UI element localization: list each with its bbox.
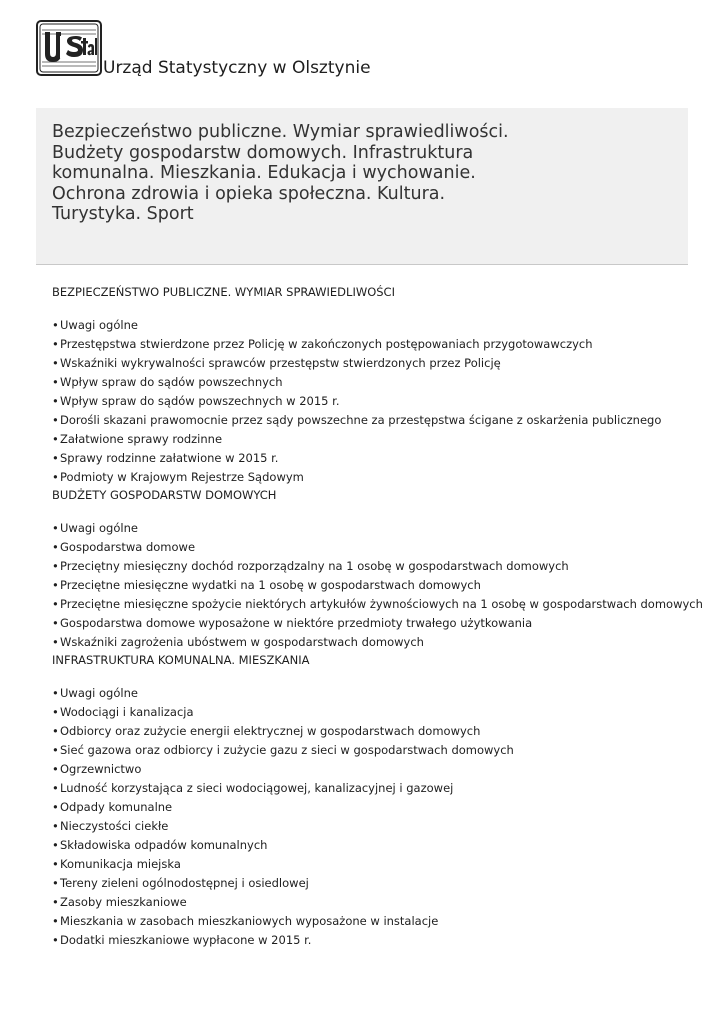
bullet-icon: • [52, 337, 59, 351]
list-item[interactable] [52, 760, 692, 779]
bullet-icon: • [52, 781, 59, 795]
list-item-label: Wskaźniki zagrożenia ubóstwem w gospodarstwach domowych [60, 635, 424, 649]
list-item[interactable] [52, 373, 692, 392]
section-spacer [52, 503, 692, 519]
content-area [52, 284, 703, 950]
bullet-icon: • [52, 375, 59, 389]
list-item[interactable] [52, 468, 692, 487]
section-list [52, 316, 692, 487]
list-item-label: Uwagi ogólne [60, 521, 138, 535]
section-heading: BUDŻETY GOSPODARSTW DOMOWYCH [52, 488, 277, 502]
bullet-icon: • [52, 914, 59, 928]
list-item[interactable] [52, 817, 692, 836]
list-item[interactable] [52, 519, 692, 538]
bullet-icon: • [52, 819, 59, 833]
list-item[interactable] [52, 703, 692, 722]
organization-name: Urząd Statystyczny w Olsztynie [103, 58, 371, 78]
bullet-icon: • [52, 559, 59, 573]
list-item-label: Komunikacja miejska [60, 857, 181, 871]
list-item-label: Tereny zieleni ogólnodostępnej i osiedlowej [60, 876, 309, 890]
list-item-label: Składowiska odpadów komunalnych [60, 838, 268, 852]
list-item[interactable] [52, 836, 692, 855]
list-item-label: Przeciętne miesięczne wydatki na 1 osobę w gospodarstwach domowych [60, 578, 481, 592]
bullet-icon: • [52, 838, 59, 852]
section-heading: BEZPIECZEŃSTWO PUBLICZNE. WYMIAR SPRAWIEDLIWOŚCI [52, 285, 395, 299]
bullet-icon: • [52, 356, 59, 370]
list-item-label: Zasoby mieszkaniowe [60, 895, 187, 909]
list-item[interactable] [52, 430, 692, 449]
list-item-label: Ludność korzystająca z sieci wodociągowej, kanalizacyjnej i gazowej [60, 781, 454, 795]
list-item[interactable] [52, 411, 692, 430]
bullet-icon: • [52, 470, 59, 484]
ustat-logo [36, 20, 102, 76]
title-panel [36, 108, 688, 265]
list-item[interactable] [52, 912, 692, 931]
list-item-label: Sieć gazowa oraz odbiorcy i zużycie gazu z sieci w gospodarstwach domowych [60, 743, 514, 757]
bullet-icon: • [52, 743, 59, 757]
list-item-label: Podmioty w Krajowym Rejestrze Sądowym [60, 470, 304, 484]
list-item[interactable] [52, 316, 692, 335]
section-list [52, 519, 703, 652]
list-item[interactable] [52, 354, 692, 373]
bullet-icon: • [52, 933, 59, 947]
list-item-label: Nieczystości ciekłe [60, 819, 169, 833]
list-item[interactable] [52, 798, 692, 817]
list-item-label: Mieszkania w zasobach mieszkaniowych wyposażone w instalacje [60, 914, 439, 928]
page-title: Bezpieczeństwo publiczne. Wymiar sprawiedliwości. Budżety gospodarstw domowych. Infrastruktura komunalna. Mieszkania. Edukacja i wychowanie. Ochrona zdrowia i opieka społeczna. Kultura. Turystyka. Sport [52, 122, 509, 225]
section-heading: INFRASTRUKTURA KOMUNALNA. MIESZKANIA [52, 653, 310, 667]
bullet-icon: • [52, 686, 59, 700]
bullet-icon: • [52, 451, 59, 465]
list-item[interactable] [52, 741, 692, 760]
list-item[interactable] [52, 855, 692, 874]
list-item[interactable] [52, 392, 692, 411]
bullet-icon: • [52, 521, 59, 535]
list-item[interactable] [52, 614, 692, 633]
list-item-label: Przeciętny miesięczny dochód rozporządzalny na 1 osobę w gospodarstwach domowych [60, 559, 569, 573]
list-item-label: Ogrzewnictwo [60, 762, 142, 776]
list-item[interactable] [52, 557, 692, 576]
bullet-icon: • [52, 876, 59, 890]
bullet-icon: • [52, 895, 59, 909]
list-item[interactable] [52, 931, 692, 950]
list-item-label: Przeciętne miesięczne spożycie niektórych artykułów żywnościowych na 1 osobę w gospodarstwach domowych [60, 597, 703, 611]
bullet-icon: • [52, 800, 59, 814]
bullet-icon: • [52, 616, 59, 630]
list-item[interactable] [52, 595, 703, 614]
list-item[interactable] [52, 633, 692, 652]
list-item[interactable] [52, 684, 692, 703]
bullet-icon: • [52, 762, 59, 776]
bullet-icon: • [52, 705, 59, 719]
list-item-label: Wpływ spraw do sądów powszechnych [60, 375, 283, 389]
list-item[interactable] [52, 576, 692, 595]
bullet-icon: • [52, 857, 59, 871]
list-item-label: Wpływ spraw do sądów powszechnych w 2015 r. [60, 394, 340, 408]
list-item-label: Dodatki mieszkaniowe wypłacone w 2015 r. [60, 933, 312, 947]
page-header [36, 20, 696, 80]
bullet-icon: • [52, 432, 59, 446]
list-item-label: Załatwione sprawy rodzinne [60, 432, 223, 446]
list-item-label: Odpady komunalne [60, 800, 173, 814]
bullet-icon: • [52, 413, 59, 427]
list-item-label: Gospodarstwa domowe [60, 540, 196, 554]
list-item-label: Przestępstwa stwierdzone przez Policję w zakończonych postępowaniach przygotowawczych [60, 337, 593, 351]
bullet-icon: • [52, 724, 59, 738]
list-item-label: Sprawy rodzinne załatwione w 2015 r. [60, 451, 279, 465]
list-item[interactable] [52, 335, 692, 354]
bullet-icon: • [52, 578, 59, 592]
list-item-label: Uwagi ogólne [60, 686, 138, 700]
section-spacer [52, 668, 692, 684]
section-spacer [52, 300, 692, 316]
bullet-icon: • [52, 597, 59, 611]
list-item-label: Odbiorcy oraz zużycie energii elektrycznej w gospodarstwach domowych [60, 724, 481, 738]
list-item-label: Gospodarstwa domowe wyposażone w niektóre przedmioty trwałego użytkowania [60, 616, 533, 630]
list-item-label: Dorośli skazani prawomocnie przez sądy powszechne za przestępstwa ścigane z oskarżenia publicznego [60, 413, 662, 427]
list-item[interactable] [52, 874, 692, 893]
list-item[interactable] [52, 779, 692, 798]
bullet-icon: • [52, 318, 59, 332]
bullet-icon: • [52, 540, 59, 554]
list-item-label: Uwagi ogólne [60, 318, 138, 332]
bullet-icon: • [52, 394, 59, 408]
list-item[interactable] [52, 538, 692, 557]
list-item[interactable] [52, 449, 692, 468]
list-item-label: Wodociągi i kanalizacja [60, 705, 194, 719]
list-item-label: Wskaźniki wykrywalności sprawców przestępstw stwierdzonych przez Policję [60, 356, 501, 370]
list-item[interactable] [52, 893, 692, 912]
list-item[interactable] [52, 722, 692, 741]
bullet-icon: • [52, 635, 59, 649]
section-list [52, 684, 692, 950]
